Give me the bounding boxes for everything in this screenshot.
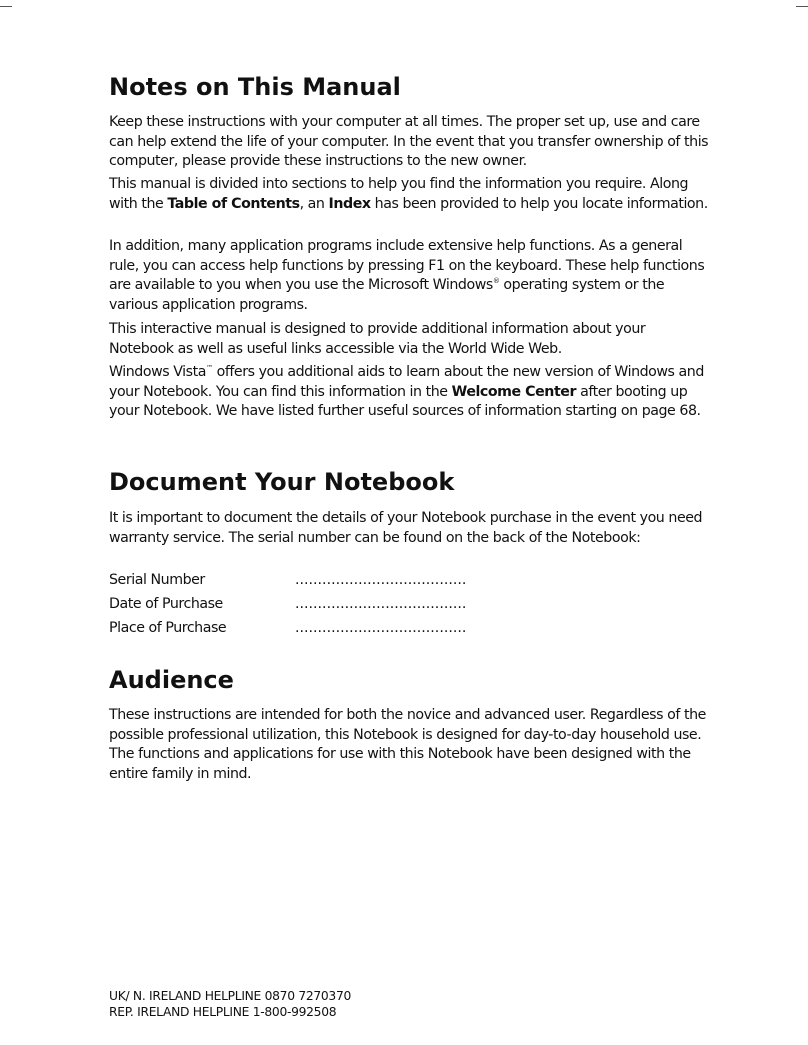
paragraph-document-details: It is important to document the details of your Notebook purchase in the event you need warranty service. The serial number can be found on the back of the Notebook: [109,510,703,546]
paragraph-manual-sections: This manual is divided into sections to help you find the information you require. Along with the Table of Contents, an Index has been provided to help you locate information. [109,176,708,212]
heading-document-notebook: Document Your Notebook [109,468,455,496]
paragraph-interactive-manual: This interactive manual is designed to provide additional information about your Notebook as well as useful links accessible via the World Wide Web. [109,321,646,357]
field-fill-line: ...................................... [295,572,467,588]
helpline-ireland: REP. IRELAND HELPLINE 1-800-992508 [109,1005,337,1019]
helpline-uk: UK/ N. IRELAND HELPLINE 0870 7270370 [109,989,352,1003]
field-label: Serial Number [109,572,205,588]
field-place-of-purchase [109,618,509,638]
field-fill-line: ...................................... [295,620,467,636]
bold-welcome-center: Welcome Center [451,383,577,400]
heading-notes-on-manual: Notes on This Manual [109,73,401,101]
field-label: Place of Purchase [109,620,227,636]
bold-index: Index [328,195,371,212]
crop-mark-left [0,6,12,7]
paragraph-help-functions: In addition, many application programs include extensive help functions. As a general rule, you can access help functions by pressing F1 on the keyboard. These help functions are available to you when you use the Microsoft Windows® operating system or the various application programs. [109,238,705,313]
field-label: Date of Purchase [109,596,223,612]
heading-audience: Audience [109,666,234,694]
paragraph-windows-vista: Windows Vista™ offers you additional aids to learn about the new version of Windows and your Notebook. You can find this information in the Welcome Center after booting up your Notebook. We have listed further useful sources of information starting on page 68. [109,364,704,419]
footer-helplines [109,988,509,1020]
field-fill-line: ...................................... [295,596,467,612]
paragraph-audience: These instructions are intended for both the novice and advanced user. Regardless of the possible professional utilization, this Notebook is designed for day-to-day household use. The functions and applications for use with this Notebook have been designed with the entire family in mind. [109,707,706,782]
bold-table-of-contents: Table of Contents [167,195,300,212]
crop-mark-right [796,6,808,7]
field-date-of-purchase [109,594,509,614]
field-serial-number [109,570,509,590]
paragraph-keep-instructions: Keep these instructions with your computer at all times. The proper set up, use and care can help extend the life of your computer. In the event that you transfer ownership of this computer, please provide these instructions to the new owner. [109,114,709,169]
